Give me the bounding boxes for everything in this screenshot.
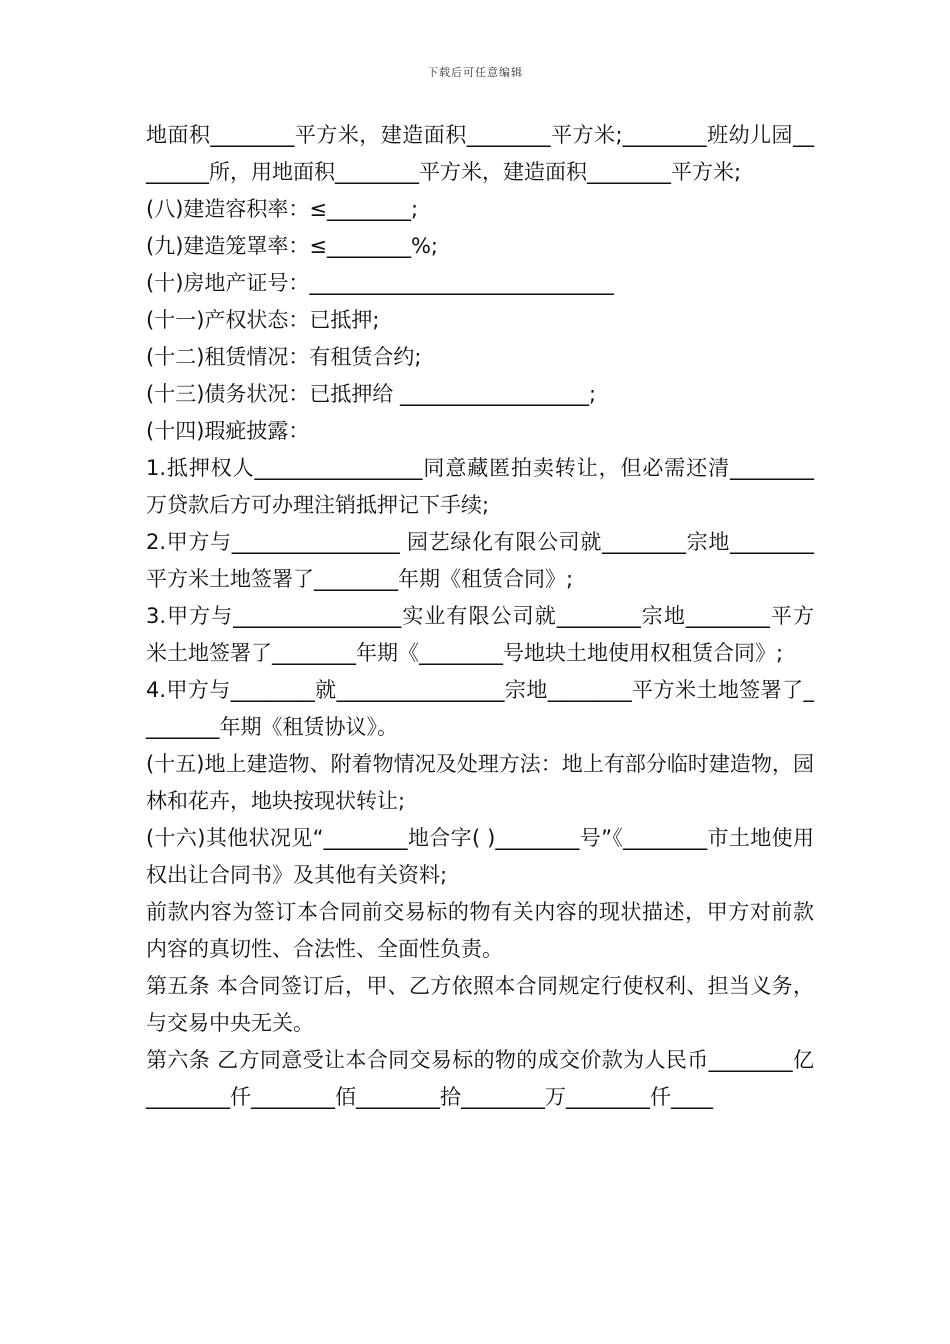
paragraph-item-2: 2.甲方与________________ 园艺绿化有限公司就________宗地________平方米土地签署了________年期《租赁合同》; [146,530,814,591]
page-header: 下载后可任意编辑 [427,66,523,79]
paragraph-article-6: 第六条 乙方同意受让本合同交易标的物的成交价款为人民币________亿________仟________佰________拾________万________仟____ [146,1048,814,1109]
paragraph-defect-disclosure: (十四)瑕疵披露： [146,419,310,443]
paragraph-item-3: 3.甲方与________________实业有限公司就________宗地________平方米土地签署了________年期《________号地块土地使用权租赁合同》; [146,604,814,665]
paragraph-structures: (十五)地上建造物、附着物情况及处理方法：地上有部分临时建造物，园林和花卉，地块按现状转让; [146,752,814,813]
paragraph-item-4: 4.甲方与________就________________宗地________平方米土地签署了________年期《租赁协议》。 [146,678,814,739]
paragraph-coverage-ratio: (九)建造笼罩率：≤________%; [146,234,439,258]
paragraph-title-status: (十一)产权状态：已抵押; [146,308,380,332]
paragraph-responsibility: 前款内容为签订本合同前交易标的物有关内容的现状描述，甲方对前款内容的真切性、合法性、全面性负责。 [146,900,814,961]
paragraph-other-status: (十六)其他状况见“________地合字( )________号”《________市土地使用权出让合同书》及其他有关资料; [146,826,814,887]
document-body [146,117,814,1116]
paragraph-article-5: 第五条 本合同签订后，甲、乙方依照本合同规定行使权利、担当义务，与交易中央无关。 [146,974,814,1035]
paragraph-item-1: 1.抵押权人________________同意藏匿拍卖转让，但必需还清________万贷款后方可办理注销抵押记下手续; [146,456,814,517]
paragraph-debt-status: (十三)债务状况：已抵押给 __________________; [146,382,597,406]
paragraph-lease-status: (十二)租赁情况：有租赁合约; [146,345,422,369]
paragraph-floor-area-ratio: (八)建造容积率：≤________; [146,197,419,221]
paragraph-property-cert: (十)房地产证号：_____________________________ [146,271,614,295]
paragraph-area-continuation: 地面积________平方米，建造面积________平方米;________班幼儿园________所，用地面积________平方米，建造面积________平方米; [146,123,814,184]
